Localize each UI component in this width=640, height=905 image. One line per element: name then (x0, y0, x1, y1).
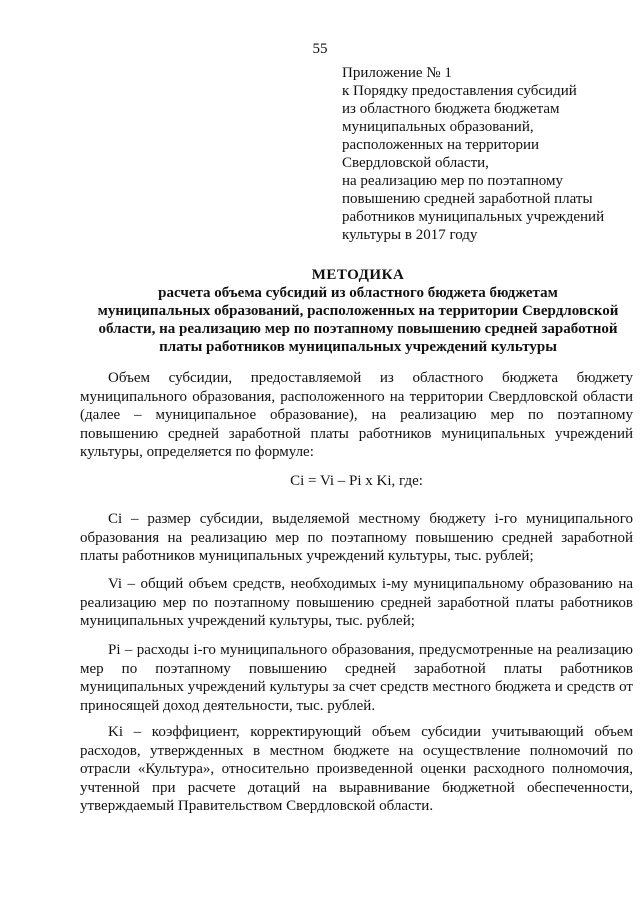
intro-paragraph: Объем субсидии, предоставляемой из областного бюджета бюджету муниципального образования, расположенного на территории Свердловской области (далее – муниципальное образование), на реализацию мер по поэтапному повышению средней заработной платы работников муниципальных учреждений культуры, определяется по формуле: (80, 370, 633, 460)
document-subtitle-line: расчета объема субсидий из областного бюджета бюджетам (158, 285, 558, 301)
document-title: МЕТОДИКА (311, 267, 405, 283)
document-subtitle-line: муниципальных образований, расположенных на территории Свердловской (97, 303, 619, 319)
definition-ki: Ki – коэффициент, корректирующий объем субсидии учитывающий объем расходов, утвержденных в местном бюджете на осуществление полномочий по отрасли «Культура», относительно произведенной оценки расходного полномочия, учтенной при расчете дотаций на выравнивание бюджетной обеспеченности, утверждаемый Правительством Свердловской области. (80, 724, 633, 814)
appendix-block (342, 64, 622, 244)
appendix-line: расположенных на территории (342, 137, 540, 153)
appendix-line: Приложение № 1 (342, 65, 452, 81)
appendix-line: из областного бюджета бюджетам (342, 101, 560, 117)
formula: Ci = Vi – Pi x Ki, где: (290, 473, 423, 489)
appendix-line: Свердловской области, (342, 155, 489, 171)
definition-pi: Pi – расходы i-го муниципального образования, предусмотренные на реализацию мер по поэтапному повышению средней заработной платы работников муниципальных учреждений культуры за счет средств местного бюджета и средств от приносящей доход деятельности, тыс. рублей. (80, 642, 633, 714)
appendix-line: на реализацию мер по поэтапному (342, 173, 563, 189)
appendix-line: работников муниципальных учреждений (342, 209, 605, 225)
document-subtitle-line: области, на реализацию мер по поэтапному повышению средней заработной (98, 321, 618, 337)
appendix-line: муниципальных образований, (342, 119, 534, 135)
document-heading (80, 266, 636, 356)
appendix-line: к Порядку предоставления субсидий (342, 83, 577, 99)
document-subtitle-line: платы работников муниципальных учреждений культуры (159, 339, 557, 355)
definition-ci: Ci – размер субсидии, выделяемой местному бюджету i-го муниципального образования на реализацию мер по поэтапному повышению средней заработной платы работников муниципальных учреждений культуры, тыс. рублей; (80, 511, 633, 564)
definition-vi: Vi – общий объем средств, необходимых i-му муниципальному образованию на реализацию мер по поэтапному повышению средней заработной платы работников муниципальных учреждений культуры, тыс. рублей; (80, 576, 633, 629)
appendix-line: повышению средней заработной платы (342, 191, 593, 207)
appendix-line: культуры в 2017 году (342, 227, 478, 243)
page-number: 55 (312, 41, 328, 57)
